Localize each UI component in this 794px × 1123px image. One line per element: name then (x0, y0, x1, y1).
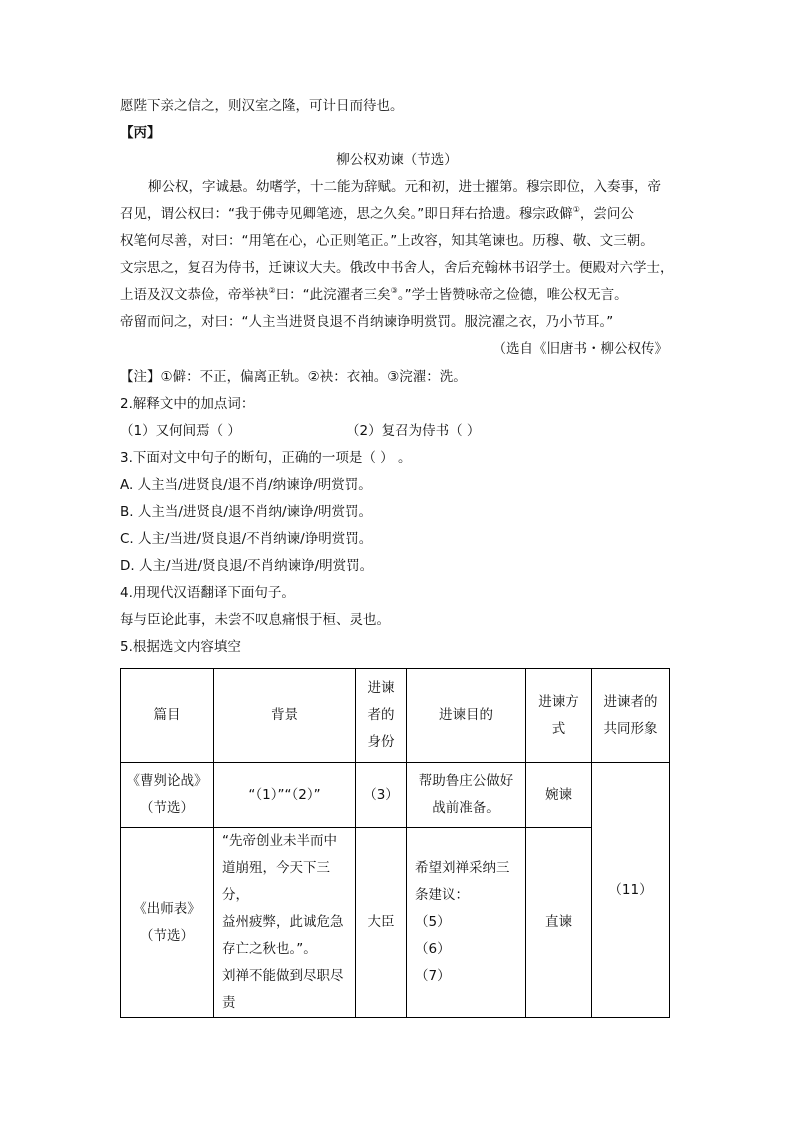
cell-manner: 直谏 (526, 828, 592, 1018)
cell-line: 益州疲弊，此诚危急 (222, 914, 344, 930)
cell-purpose (407, 828, 526, 1018)
question-3: 3.下面对文中句子的断句，正确的一项是（ ） 。 (120, 450, 412, 466)
question-2-item-1: （1）又何间焉（ ） (120, 423, 241, 439)
header-cell-line: 者的 (367, 707, 395, 723)
source-citation: （选自《旧唐书・柳公权传》 (492, 341, 668, 357)
header-cell: 背景 (214, 669, 356, 763)
cell-line: 战前准备。 (432, 800, 500, 816)
cell-identity: 大臣 (356, 828, 407, 1018)
question-2: 2.解释文中的加点词： (120, 396, 255, 412)
cell-title (121, 828, 214, 1018)
cell-line: 刘禅不能做到尽职尽 (222, 968, 344, 984)
header-cell-line: 共同形象 (603, 720, 658, 737)
cell-line: （7） (415, 968, 451, 984)
header-cell: 进谏目的 (407, 669, 526, 763)
passage-line: 文宗思之，复召为侍书，迁谏议大夫。俄改中书舍人，舍后充翰林书诏学士。便殿对六学士， (120, 260, 674, 276)
text-span: 上语及汉文恭俭，帝举袂 (120, 287, 269, 303)
cell-line: （节选） (140, 927, 194, 944)
cell-line: 帮助鲁庄公做好 (418, 773, 514, 789)
option-d: D. 人主/当进/贤良退/不肖纳谏诤/明赏罚。 (120, 558, 374, 574)
header-cell-line: 进谏 (367, 680, 395, 696)
text-span: 。”学士皆赞咏帝之俭德，唯公权无言。 (397, 287, 628, 303)
text-span: ，尝问公 (579, 206, 634, 222)
cell-line: 《出师表》 (133, 900, 201, 917)
text-span: 召见，谓公权曰：“我于佛寺见卿笔迹，思之久矣。”即日拜右拾遗。穆宗政僻 (120, 206, 573, 222)
header-cell: 篇目 (121, 669, 214, 763)
cell-line: （6） (415, 941, 451, 957)
table-row (121, 828, 670, 1018)
header-cell (592, 669, 670, 763)
cell-identity: （3） (356, 763, 407, 828)
cell-line: “先帝创业未半而中 (222, 833, 337, 849)
question-4: 4.用现代汉语翻译下面句子。 (120, 585, 295, 601)
question-2-item-2: （2）复召为侍书（ ） (346, 423, 481, 439)
cell-title (121, 763, 214, 828)
notes: 【注】①僻：不正，偏离正轨。②袂：衣袖。③浣濯：洗。 (120, 369, 467, 385)
cell-background (214, 828, 356, 1018)
cell-line: 存亡之秋也。”。 (222, 941, 317, 957)
passage-line: 帝留而问之，对曰：“人主当进贤良退不肖纳谏诤明赏罚。服浣濯之衣，乃小节耳。” (120, 314, 614, 330)
table-header-row (121, 669, 670, 763)
header-cell-line: 进谏方 (538, 693, 579, 710)
option-b: B. 人主当/进贤良/退不肖纳/谏诤/明赏罚。 (120, 504, 373, 520)
header-cell (526, 669, 592, 763)
cell-line: 道崩殂，今天下三分， (222, 860, 330, 903)
cell-line: 希望刘禅采纳三 (415, 860, 510, 876)
option-a: A. 人主当/进贤良/退不肖/纳谏诤/明赏罚。 (120, 477, 372, 493)
header-cell (356, 669, 407, 763)
footnote-mark: ③ (390, 286, 398, 295)
table-row (121, 763, 670, 828)
passage-line (120, 286, 628, 304)
cell-line: 责 (222, 995, 236, 1011)
fill-in-table (120, 668, 670, 1018)
footnote-mark: ① (572, 205, 580, 214)
cell-manner: 婉谏 (526, 763, 592, 828)
header-cell-line: 进谏者的 (603, 693, 658, 710)
section-marker: 【丙】 (120, 125, 161, 141)
cell-background: “（1）”“（2）” (214, 763, 356, 828)
question-5: 5.根据选文内容填空 (120, 639, 241, 655)
cell-line: （5） (415, 914, 451, 930)
cell-line: （节选） (140, 800, 194, 816)
text-line: 愿陛下亲之信之，则汉室之隆，可计日而待也。 (120, 98, 404, 114)
header-cell-line: 身份 (367, 734, 395, 750)
passage-line: 权笔何尽善，对曰：“用笔在心，心正则笔正。”上改容，知其笔谏也。历穆、敬、文三朝。 (120, 233, 654, 249)
cell-purpose (407, 763, 526, 828)
text-span: 曰：“此浣濯者三矣 (275, 287, 391, 303)
cell-line: 《曹刿论战》 (126, 773, 208, 789)
cell-common-image: （11） (592, 763, 670, 1018)
passage-title: 柳公权劝谏（节选） (336, 152, 458, 168)
header-cell-line: 式 (551, 720, 566, 737)
question-4-sentence: 每与臣论此事，未尝不叹息痛恨于桓、灵也。 (120, 612, 390, 628)
footnote-mark: ② (268, 286, 276, 295)
passage-line (120, 205, 634, 223)
option-c: C. 人主/当进/贤良退/不肖纳谏/诤明赏罚。 (120, 531, 373, 547)
passage-line: 柳公权，字诚悬。幼嗜学，十二能为辞赋。元和初，进士擢第。穆宗即位，入奏事，帝 (148, 179, 661, 195)
cell-line: 条建议： (415, 887, 469, 903)
